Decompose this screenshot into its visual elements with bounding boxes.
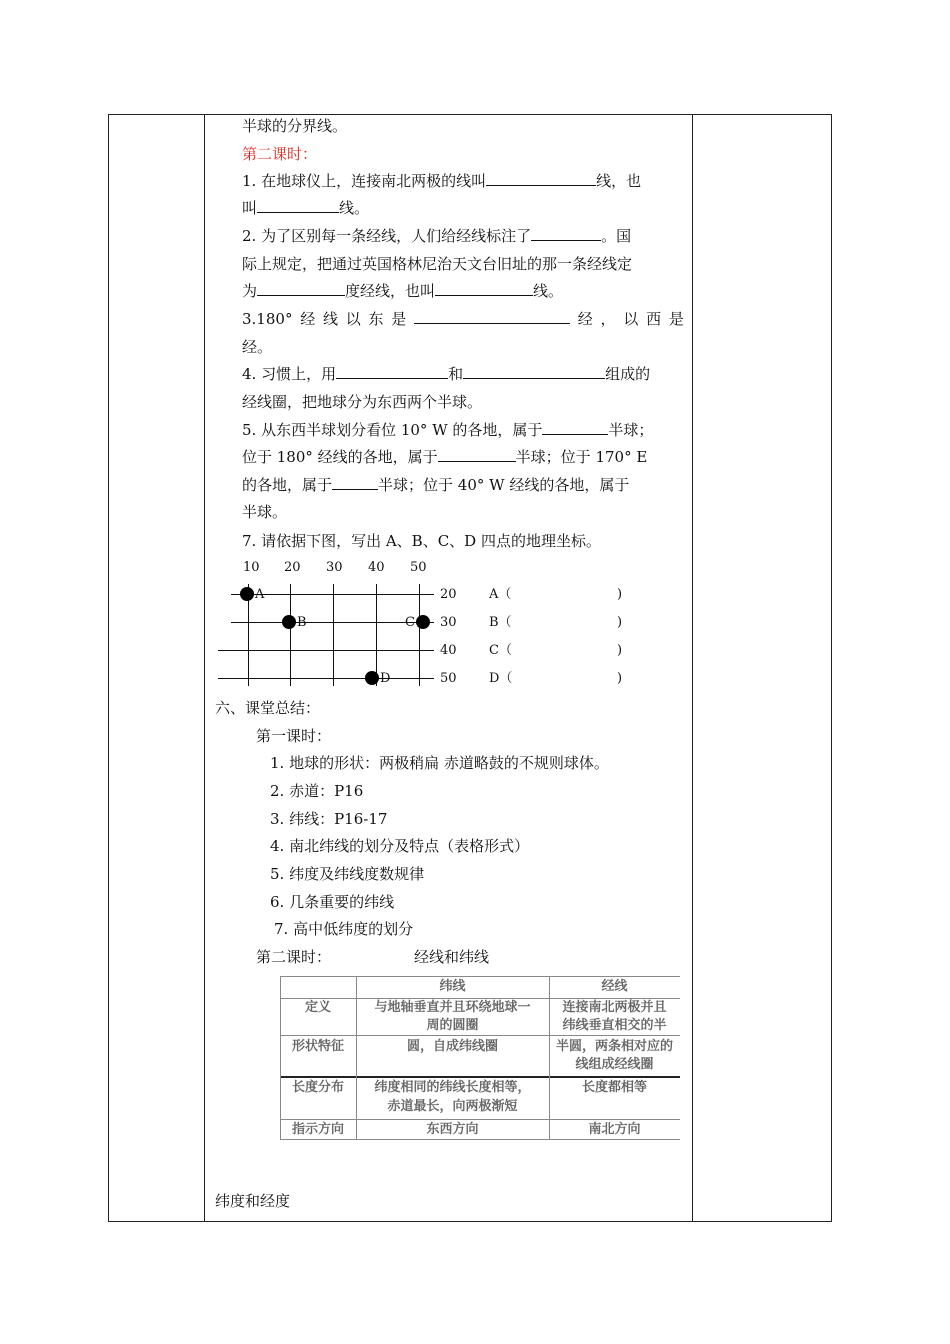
grid-top-label: 20 <box>284 560 301 575</box>
summary-item: 2. 赤道：P16 <box>270 782 364 800</box>
lesson2-summary-heading: 第二课时： <box>256 948 332 966</box>
table-rule <box>280 1076 680 1078</box>
table-cell: 连接南北两极并且 <box>562 1000 667 1015</box>
grid-right-label: 50 <box>440 671 457 686</box>
question-5-line-2: 位于 180° 经线的各地，属于 半球；位于 170° E <box>242 448 648 466</box>
summary-item: 1. 地球的形状：两极稍扁 赤道略鼓的不规则球体。 <box>270 754 609 772</box>
row-label: 长度分布 <box>291 1080 344 1095</box>
table-rule <box>280 976 680 977</box>
point-a-marker <box>240 587 254 601</box>
answer-blank[interactable] <box>257 281 345 296</box>
summary-item: 6. 几条重要的纬线 <box>270 893 395 911</box>
table-cell: 周的圆圈 <box>426 1018 479 1033</box>
grid-vertical-line <box>419 584 420 686</box>
question-1-line-1: 1. 在地球仪上，连接南北两极的线叫 线，也 <box>242 172 642 190</box>
answer-d-label: D（ <box>489 671 513 686</box>
grid-vertical-line <box>376 584 377 686</box>
table-rule <box>280 1119 680 1120</box>
answer-a-label: A（ <box>489 587 512 602</box>
answer-blank[interactable] <box>463 364 605 379</box>
question-2-line-2: 际上规定，把通过英国格林尼治天文台旧址的那一条经线定 <box>242 255 633 273</box>
table-cell: 纬线垂直相交的半 <box>562 1018 667 1033</box>
row-label: 定义 <box>304 1000 331 1015</box>
question-3-line-2: 经。 <box>242 338 273 356</box>
lesson1-heading: 第一课时： <box>256 727 332 745</box>
answer-blank[interactable] <box>332 475 378 490</box>
point-c-marker <box>416 615 430 629</box>
answer-close: ) <box>617 587 623 602</box>
grid-right-label: 40 <box>440 643 457 658</box>
answer-blank[interactable] <box>531 226 601 241</box>
grid-vertical-line <box>290 584 291 686</box>
answer-c-label: C（ <box>489 643 512 658</box>
point-d-label: D <box>380 671 391 686</box>
prev-question-tail: 半球的分界线。 <box>242 117 348 135</box>
grid-horizontal-line <box>218 678 434 679</box>
question-7-prompt: 7. 请依据下图，写出 A、B、C、D 四点的地理坐标。 <box>242 532 601 550</box>
answer-close: ) <box>617 615 623 630</box>
answer-blank[interactable] <box>486 171 596 186</box>
table-cell: 圆，自成纬线圈 <box>406 1039 498 1054</box>
point-b-label: B <box>297 615 307 630</box>
table-cell: 与地轴垂直并且环绕地球一 <box>374 1000 531 1015</box>
question-5-line-1: 5. 从东西半球划分看位 10° W 的各地，属于 半球； <box>242 421 654 439</box>
column-divider-right <box>692 114 693 1222</box>
lesson2-topic: 经线和纬线 <box>414 948 490 966</box>
answer-blank[interactable] <box>438 447 516 462</box>
question-2-line-3: 为 度经线，也叫 线。 <box>242 282 564 300</box>
question-4-line-2: 经线圈，把地球分为东西两个半球。 <box>242 393 483 411</box>
table-rule <box>280 1035 680 1036</box>
answer-blank[interactable] <box>257 198 339 213</box>
answer-close: ) <box>617 671 623 686</box>
grid-top-label: 30 <box>326 560 343 575</box>
grid-top-label: 50 <box>410 560 427 575</box>
question-4-line-1: 4. 习惯上，用 和 组成的 <box>242 365 651 383</box>
header-weixian: 纬线 <box>439 979 466 994</box>
answer-blank[interactable] <box>435 281 533 296</box>
question-1-line-2: 叫 线。 <box>242 199 370 217</box>
summary-item: 7. 高中低纬度的划分 <box>274 920 414 938</box>
table-cell: 线组成经线圈 <box>575 1057 654 1072</box>
grid-horizontal-line <box>218 650 434 651</box>
grid-right-label: 20 <box>440 587 457 602</box>
table-cell: 赤道最长，向两极渐短 <box>387 1099 518 1114</box>
table-rule <box>280 1139 680 1140</box>
grid-right-label: 30 <box>440 615 457 630</box>
summary-heading: 六、课堂总结： <box>215 699 321 717</box>
footer-note: 纬度和经度 <box>215 1192 291 1210</box>
header-jingxian: 经线 <box>601 979 628 994</box>
point-b-marker <box>282 615 296 629</box>
answer-close: ) <box>617 643 623 658</box>
grid-top-label: 40 <box>368 560 385 575</box>
row-label: 指示方向 <box>291 1122 344 1137</box>
answer-blank[interactable] <box>336 364 448 379</box>
question-5-line-3: 的各地，属于 半球；位于 40° W 经线的各地，属于 <box>242 476 630 494</box>
point-a-label: A <box>255 587 265 602</box>
table-cell: 长度都相等 <box>581 1080 647 1095</box>
summary-item: 4. 南北纬线的划分及特点（表格形式） <box>270 837 530 855</box>
row-label: 形状特征 <box>291 1039 344 1054</box>
question-3-line-1: 3.180° 经 线 以 东 是 经 ， 以 西 是 <box>242 310 684 328</box>
summary-item: 3. 纬线：P16-17 <box>270 810 388 828</box>
grid-top-label: 10 <box>243 560 260 575</box>
column-divider-left <box>204 114 205 1222</box>
answer-blank[interactable] <box>414 309 570 324</box>
point-c-label: C <box>405 615 415 630</box>
answer-b-label: B（ <box>489 615 512 630</box>
lesson2-heading: 第二课时： <box>242 145 318 163</box>
grid-vertical-line <box>333 584 334 686</box>
answer-blank[interactable] <box>542 420 608 435</box>
question-2-line-1: 2. 为了区别每一条经线，人们给经线标注了 。国 <box>242 227 632 245</box>
table-cell: 南北方向 <box>588 1122 641 1137</box>
summary-item: 5. 纬度及纬线度数规律 <box>270 865 425 883</box>
table-cell: 半圆，两条相对应的 <box>555 1039 673 1054</box>
table-cell: 纬度相同的纬线长度相等， <box>374 1080 531 1095</box>
question-5-line-4: 半球。 <box>242 503 288 521</box>
comparison-table <box>280 976 680 1140</box>
table-cell: 东西方向 <box>426 1122 479 1137</box>
point-d-marker <box>365 671 379 685</box>
